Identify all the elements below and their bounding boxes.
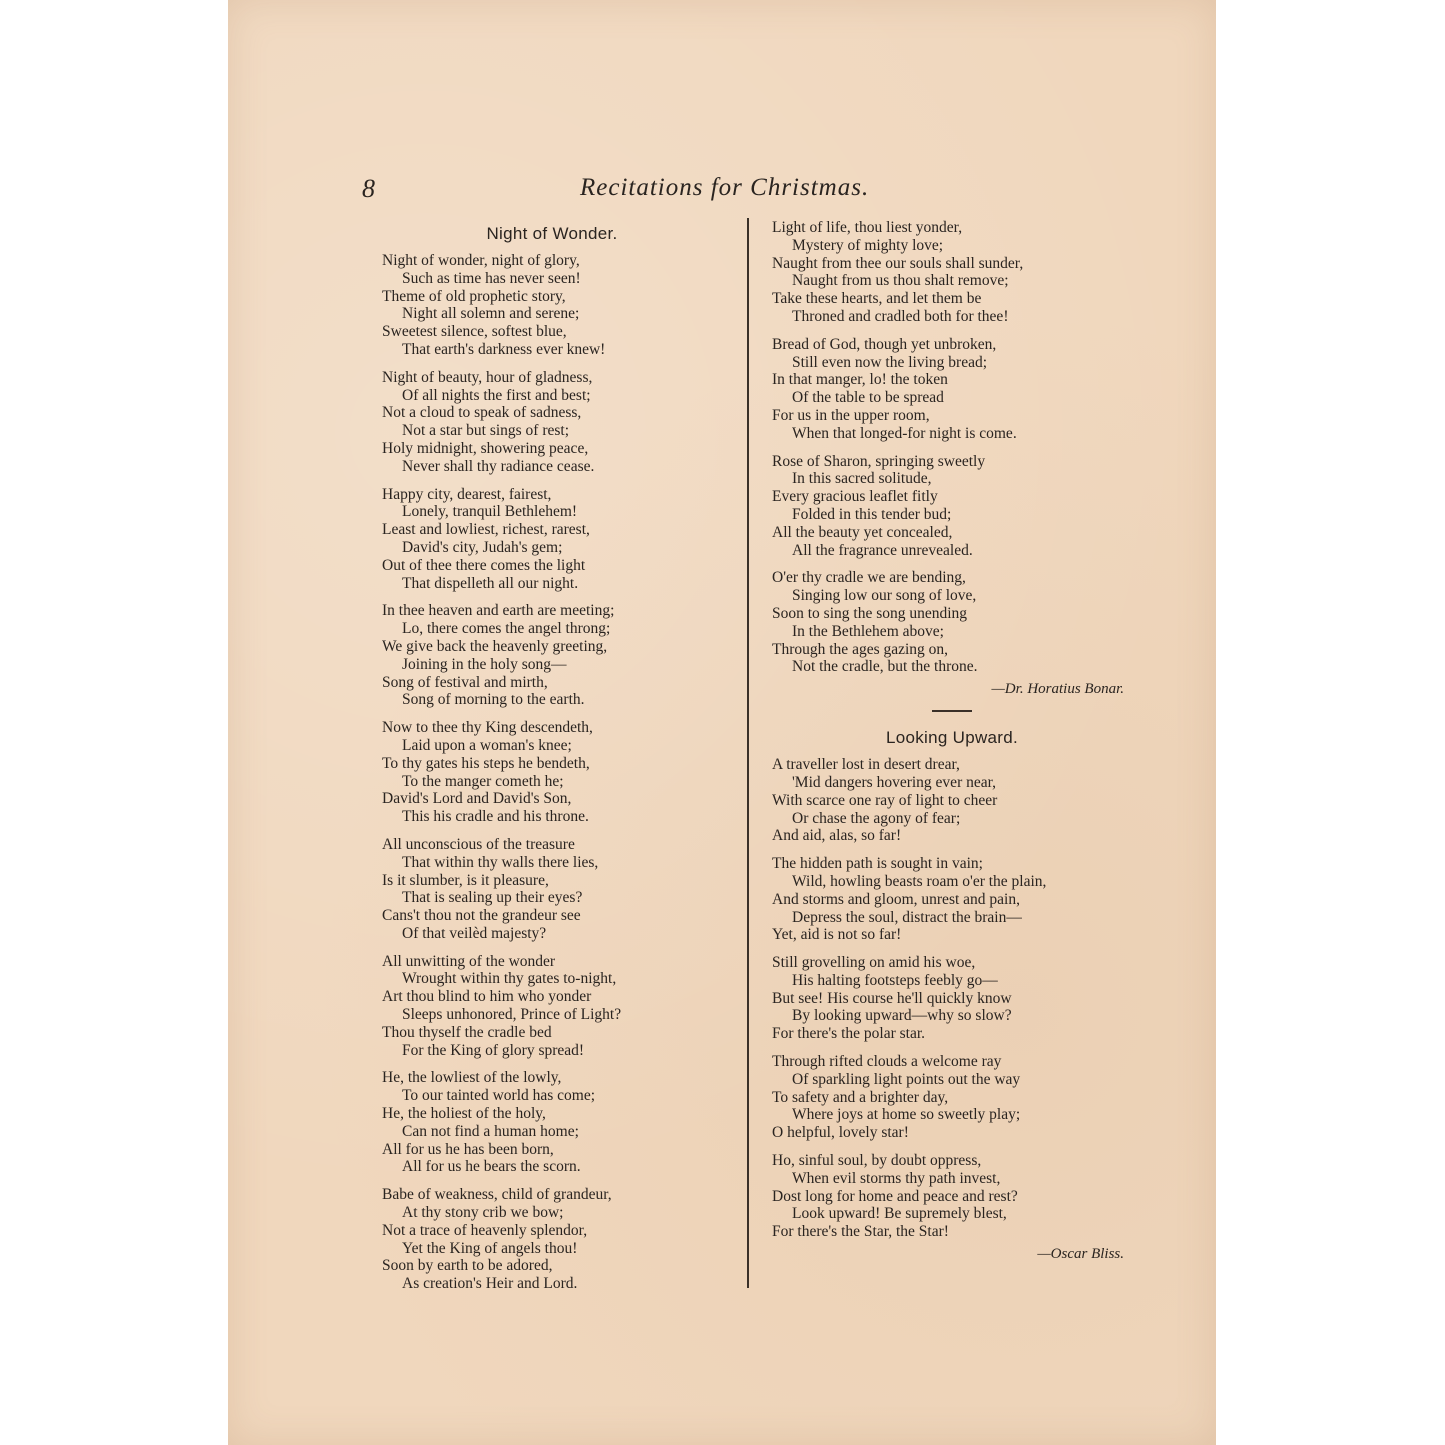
poem-line: The hidden path is sought in vain; <box>772 855 983 873</box>
stanza <box>772 336 1132 443</box>
stanza <box>772 1152 1132 1241</box>
poem-line: All unconscious of the treasure <box>382 835 575 853</box>
poem-line: By looking upward—why so slow? <box>792 1007 1012 1025</box>
poem-line: Singing low our song of love, <box>792 587 977 605</box>
poem-line: In this sacred solitude, <box>792 470 932 488</box>
poem-line: Wrought within thy gates to-night, <box>402 970 617 988</box>
poem-line: When that longed-for night is come. <box>792 424 1017 442</box>
poem-line: Or chase the agony of fear; <box>792 809 961 827</box>
poem-line: His halting footsteps feebly go— <box>792 971 998 989</box>
poem-line: He, the lowliest of the lowly, <box>382 1069 562 1087</box>
poem-line: He, the holiest of the holy, <box>382 1105 546 1123</box>
poem-line: Of sparkling light points out the way <box>792 1070 1021 1088</box>
poem-line: All the beauty yet concealed, <box>772 523 953 541</box>
poem-line: Yet, aid is not so far! <box>772 926 902 944</box>
poem-line: 'Mid dangers hovering ever near, <box>792 773 997 791</box>
poem-line: Bread of God, though yet unbroken, <box>772 335 997 353</box>
poem-line: Lo, there comes the angel throng; <box>402 620 611 638</box>
poem-line: At thy stony crib we bow; <box>402 1204 564 1222</box>
poem-line: As creation's Heir and Lord. <box>402 1275 578 1293</box>
stanza <box>382 486 722 593</box>
poem-line: Not a star but sings of rest; <box>402 422 570 440</box>
stanza <box>772 954 1132 1043</box>
poem-line: Folded in this tender bud; <box>792 505 952 523</box>
poem-line: Of that veilèd majesty? <box>402 924 547 942</box>
left-column <box>382 224 722 1303</box>
poem-body-night-of-wonder-continued <box>772 219 1132 676</box>
poem-line: Not a trace of heavenly splendor, <box>382 1221 588 1239</box>
poem-line: And aid, alas, so far! <box>772 827 902 845</box>
attribution-bonar: —Dr. Horatius Bonar. <box>991 681 1124 698</box>
poem-line: All for us he bears the scorn. <box>402 1158 581 1176</box>
stanza <box>382 602 722 709</box>
poem-line: For there's the polar star. <box>772 1025 926 1043</box>
page-number: 8 <box>362 174 375 203</box>
poem-line: And storms and gloom, unrest and pain, <box>772 890 1020 908</box>
stanza <box>382 836 722 943</box>
poem-line: In the Bethlehem above; <box>792 622 944 640</box>
poem-line: Happy city, dearest, fairest, <box>382 485 552 503</box>
poem-line: To safety and a brighter day, <box>772 1088 949 1106</box>
poem-line: Night of beauty, hour of gladness, <box>382 368 593 386</box>
poem-line: Such as time has never seen! <box>402 269 581 287</box>
stanza <box>382 1186 722 1293</box>
poem-line: Naught from us thou shalt remove; <box>792 272 1009 290</box>
poem-line: Not a cloud to speak of sadness, <box>382 404 582 422</box>
poem-line: But see! His course he'll quickly know <box>772 989 1012 1007</box>
poem-line: Every gracious leaflet fitly <box>772 488 938 506</box>
stanza <box>772 219 1132 326</box>
poem-line: Take these hearts, and let them be <box>772 290 982 308</box>
poem-line: Through rifted clouds a welcome ray <box>772 1053 1002 1071</box>
stanza <box>772 569 1132 676</box>
running-head: Recitations for Christmas. <box>580 174 870 201</box>
poem-line: Soon by earth to be adored, <box>382 1257 553 1275</box>
poem-title-looking-upward: Looking Upward. <box>885 728 1019 748</box>
poem-line: Of the table to be spread <box>792 389 944 407</box>
poem-line: With scarce one ray of light to cheer <box>772 791 998 809</box>
stanza <box>382 953 722 1060</box>
poem-line: In thee heaven and earth are meeting; <box>382 602 615 620</box>
poem-line: That earth's darkness ever knew! <box>402 340 606 358</box>
poem-line: Yet the King of angels thou! <box>402 1239 578 1257</box>
poem-line: Soon to sing the song unending <box>772 604 968 622</box>
attribution-bliss: —Oscar Bliss. <box>1037 1246 1124 1263</box>
poem-line: Ho, sinful soul, by doubt oppress, <box>772 1152 982 1170</box>
poem-line: Rose of Sharon, springing sweetly <box>772 452 986 470</box>
poem-line: Song of festival and mirth, <box>382 673 548 691</box>
poem-line: That is sealing up their eyes? <box>402 889 583 907</box>
poem-line: To the manger cometh he; <box>402 772 564 790</box>
poem-line: Sleeps unhonored, Prince of Light? <box>402 1006 622 1024</box>
poem-line: Holy midnight, showering peace, <box>382 439 589 457</box>
poem-line: Night of wonder, night of glory, <box>382 252 580 269</box>
poem-body-looking-upward <box>772 756 1132 1241</box>
poem-line: Song of morning to the earth. <box>402 691 585 709</box>
poem-line: Thou thyself the cradle bed <box>382 1023 552 1041</box>
column-divider <box>747 218 749 1288</box>
poem-line: In that manger, lo! the token <box>772 371 948 389</box>
poem-line: This his cradle and his throne. <box>402 808 589 826</box>
poem-line: O'er thy cradle we are bending, <box>772 569 966 587</box>
stanza <box>382 1069 722 1176</box>
stanza <box>772 453 1132 560</box>
poem-line: Art thou blind to him who yonder <box>382 988 592 1006</box>
poem-line: David's city, Judah's gem; <box>402 538 563 556</box>
poem-line: Through the ages gazing on, <box>772 640 949 658</box>
stanza <box>382 369 722 476</box>
poem-line: When evil storms thy path invest, <box>792 1169 1001 1187</box>
section-rule <box>932 710 972 712</box>
poem-line: Naught from thee our souls shall sunder, <box>772 254 1024 272</box>
poem-line: O helpful, lovely star! <box>772 1124 909 1142</box>
poem-line: We give back the heavenly greeting, <box>382 637 608 655</box>
poem-body-night-of-wonder <box>382 252 722 1293</box>
poem-line: Depress the soul, distract the brain— <box>792 908 1022 926</box>
right-column <box>772 219 1132 1263</box>
poem-line: Night all solemn and serene; <box>402 305 580 323</box>
poem-line: Light of life, thou liest yonder, <box>772 219 963 236</box>
poem-line: All the fragrance unrevealed. <box>792 541 973 559</box>
poem-line: For us in the upper room, <box>772 406 930 424</box>
poem-line: Wild, howling beasts roam o'er the plain, <box>792 872 1047 890</box>
stanza <box>772 1053 1132 1142</box>
stanza <box>382 719 722 826</box>
poem-line: Lonely, tranquil Bethlehem! <box>402 503 578 521</box>
stanza <box>772 855 1132 944</box>
poem-line: Mystery of mighty love; <box>792 236 944 254</box>
poem-line: To thy gates his steps he bendeth, <box>382 754 590 772</box>
poem-line: Now to thee thy King descendeth, <box>382 719 593 737</box>
poem-line: Throned and cradled both for thee! <box>792 307 1009 325</box>
poem-line: To our tainted world has come; <box>402 1087 596 1105</box>
poem-line: Babe of weakness, child of grandeur, <box>382 1186 612 1204</box>
poem-line: A traveller lost in desert drear, <box>772 756 960 774</box>
stanza <box>382 252 722 359</box>
poem-line: For there's the Star, the Star! <box>772 1223 949 1241</box>
poem-line: Sweetest silence, softest blue, <box>382 323 567 341</box>
poem-line: That dispelleth all our night. <box>402 574 579 592</box>
poem-line: Dost long for home and peace and rest? <box>772 1187 1018 1205</box>
poem-title-night-of-wonder: Night of Wonder. <box>486 224 618 243</box>
poem-line: All for us he has been born, <box>382 1140 554 1158</box>
poem-line: Not the cradle, but the throne. <box>792 658 978 676</box>
poem-line: Still even now the living bread; <box>792 353 988 371</box>
poem-line: Look upward! Be supremely blest, <box>792 1205 1007 1223</box>
poem-line: For the King of glory spread! <box>402 1041 585 1059</box>
poem-line: Is it slumber, is it pleasure, <box>382 871 549 889</box>
poem-line: Cans't thou not the grandeur see <box>382 907 581 925</box>
poem-line: Where joys at home so sweetly play; <box>792 1106 1021 1124</box>
poem-line: David's Lord and David's Son, <box>382 790 572 808</box>
poem-line: Out of thee there comes the light <box>382 556 586 574</box>
poem-line: Joining in the holy song— <box>402 655 567 673</box>
poem-line: All unwitting of the wonder <box>382 952 556 970</box>
poem-line: Still grovelling on amid his woe, <box>772 954 976 972</box>
poem-line: Never shall thy radiance cease. <box>402 457 595 475</box>
poem-line: Laid upon a woman's knee; <box>402 736 572 754</box>
poem-line: Theme of old prophetic story, <box>382 287 566 305</box>
stanza <box>772 756 1132 845</box>
poem-line: That within thy walls there lies, <box>402 853 599 871</box>
poem-line: Can not find a human home; <box>402 1122 579 1140</box>
poem-line: Of all nights the first and best; <box>402 386 591 404</box>
poem-line: Least and lowliest, richest, rarest, <box>382 521 590 539</box>
